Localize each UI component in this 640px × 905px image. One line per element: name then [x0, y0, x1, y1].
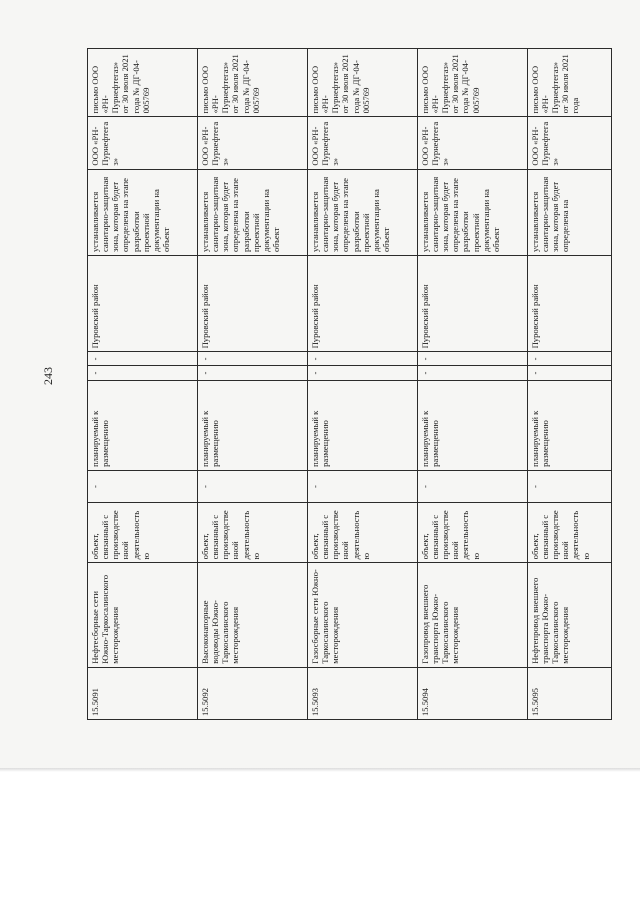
table-area: [87, 48, 612, 720]
cell-number: 15.5093: [307, 667, 417, 719]
table-row: [197, 49, 307, 720]
cell-status: планируемый к размещению: [197, 380, 307, 470]
table-row: [307, 49, 417, 720]
cell-object-name: Газопровод внешнего транспорта Южно-Таркосалинского месторождения: [417, 563, 527, 667]
cell-object-name: Высоконапорные водоводы Южно-Таркосалинского месторождения: [197, 563, 307, 667]
cell-source-document: письмо ООО «РН-Пурнефтегаз» от 30 июля 2021 года № ДГ-04-005769: [197, 49, 307, 117]
cell-dash: -: [88, 366, 198, 380]
cell-organization: ООО «РН-Пурнефтегаз»: [307, 117, 417, 169]
cell-source-document: письмо ООО «РН-Пурнефтегаз» от 30 июля 2021 года № ДГ-04-005769: [88, 49, 198, 117]
cell-district: Пуровский район: [197, 255, 307, 351]
cell-source-document: письмо ООО «РН-Пурнефтегаз» от 30 июля 2021 года № ДГ-04-005769: [307, 49, 417, 117]
cell-dash: -: [88, 470, 198, 502]
cell-dash: -: [417, 352, 527, 366]
cell-dash: -: [527, 352, 611, 366]
cell-object-name: Нефтепровод внешнего транспорта Южно-Таркосалинского месторождения: [527, 563, 611, 667]
cell-number: 15.5091: [88, 667, 198, 719]
cell-status: планируемый к размещению: [527, 380, 611, 470]
cell-organization: ООО «РН-Пурнефтегаз»: [527, 117, 611, 169]
cell-status: планируемый к размещению: [417, 380, 527, 470]
cell-source-document: письмо ООО «РН-Пурнефтегаз» от 30 июля 2021 года: [527, 49, 611, 117]
cell-protection-zone: устанавливается санитарно-защитная зона, которая будет определена на этапе разработки проектной документации на объект: [307, 169, 417, 255]
table-row: [88, 49, 198, 720]
objects-table: [87, 48, 612, 720]
cell-dash: -: [527, 470, 611, 502]
cell-object-name: Нефтесборные сети Южно-Таркосалинского месторождения: [88, 563, 198, 667]
cell-object-type: объект, связанный с производственной деятельностью: [307, 503, 417, 563]
cell-protection-zone: устанавливается санитарно-защитная зона, которая будет определена на этапе разработки проектной документации на объект: [88, 169, 198, 255]
cell-object-type: объект, связанный с производственной деятельностью: [527, 503, 611, 563]
cell-dash: -: [197, 366, 307, 380]
table-row: [527, 49, 611, 720]
cell-status: планируемый к размещению: [88, 380, 198, 470]
cell-organization: ООО «РН-Пурнефтегаз»: [417, 117, 527, 169]
cell-dash: -: [417, 366, 527, 380]
cell-status: планируемый к размещению: [307, 380, 417, 470]
cell-dash: -: [307, 352, 417, 366]
cell-dash: -: [307, 366, 417, 380]
cell-object-type: объект, связанный с производственной деятельностью: [417, 503, 527, 563]
cell-object-name: Газосборные сети Южно-Таркосалинского месторождения: [307, 563, 417, 667]
cell-district: Пуровский район: [527, 255, 611, 351]
cell-object-type: объект, связанный с производственной деятельностью: [88, 503, 198, 563]
cell-dash: -: [88, 352, 198, 366]
cell-protection-zone: устанавливается санитарно-защитная зона, которая будет определена на этапе разработки проектной документации на объект: [197, 169, 307, 255]
cell-dash: -: [527, 366, 611, 380]
cell-object-type: объект, связанный с производственной деятельностью: [197, 503, 307, 563]
cell-number: 15.5092: [197, 667, 307, 719]
cell-dash: -: [197, 352, 307, 366]
table-row: [417, 49, 527, 720]
cell-dash: -: [197, 470, 307, 502]
cell-number: 15.5095: [527, 667, 611, 719]
cell-district: Пуровский район: [88, 255, 198, 351]
cell-protection-zone: устанавливается санитарно-защитная зона, которая будет определена на: [527, 169, 611, 255]
cell-dash: -: [417, 470, 527, 502]
cell-number: 15.5094: [417, 667, 527, 719]
cell-dash: -: [307, 470, 417, 502]
cell-organization: ООО «РН-Пурнефтегаз»: [88, 117, 198, 169]
cell-district: Пуровский район: [417, 255, 527, 351]
cell-district: Пуровский район: [307, 255, 417, 351]
cell-organization: ООО «РН-Пурнефтегаз»: [197, 117, 307, 169]
scan-edge: [0, 768, 640, 772]
page-number: 243: [41, 367, 55, 385]
cell-source-document: письмо ООО «РН-Пурнефтегаз» от 30 июля 2021 года № ДГ-04-005769: [417, 49, 527, 117]
rotated-table-wrapper: [87, 48, 612, 720]
cell-protection-zone: устанавливается санитарно-защитная зона, которая будет определена на этапе разработки проектной документации на объект: [417, 169, 527, 255]
